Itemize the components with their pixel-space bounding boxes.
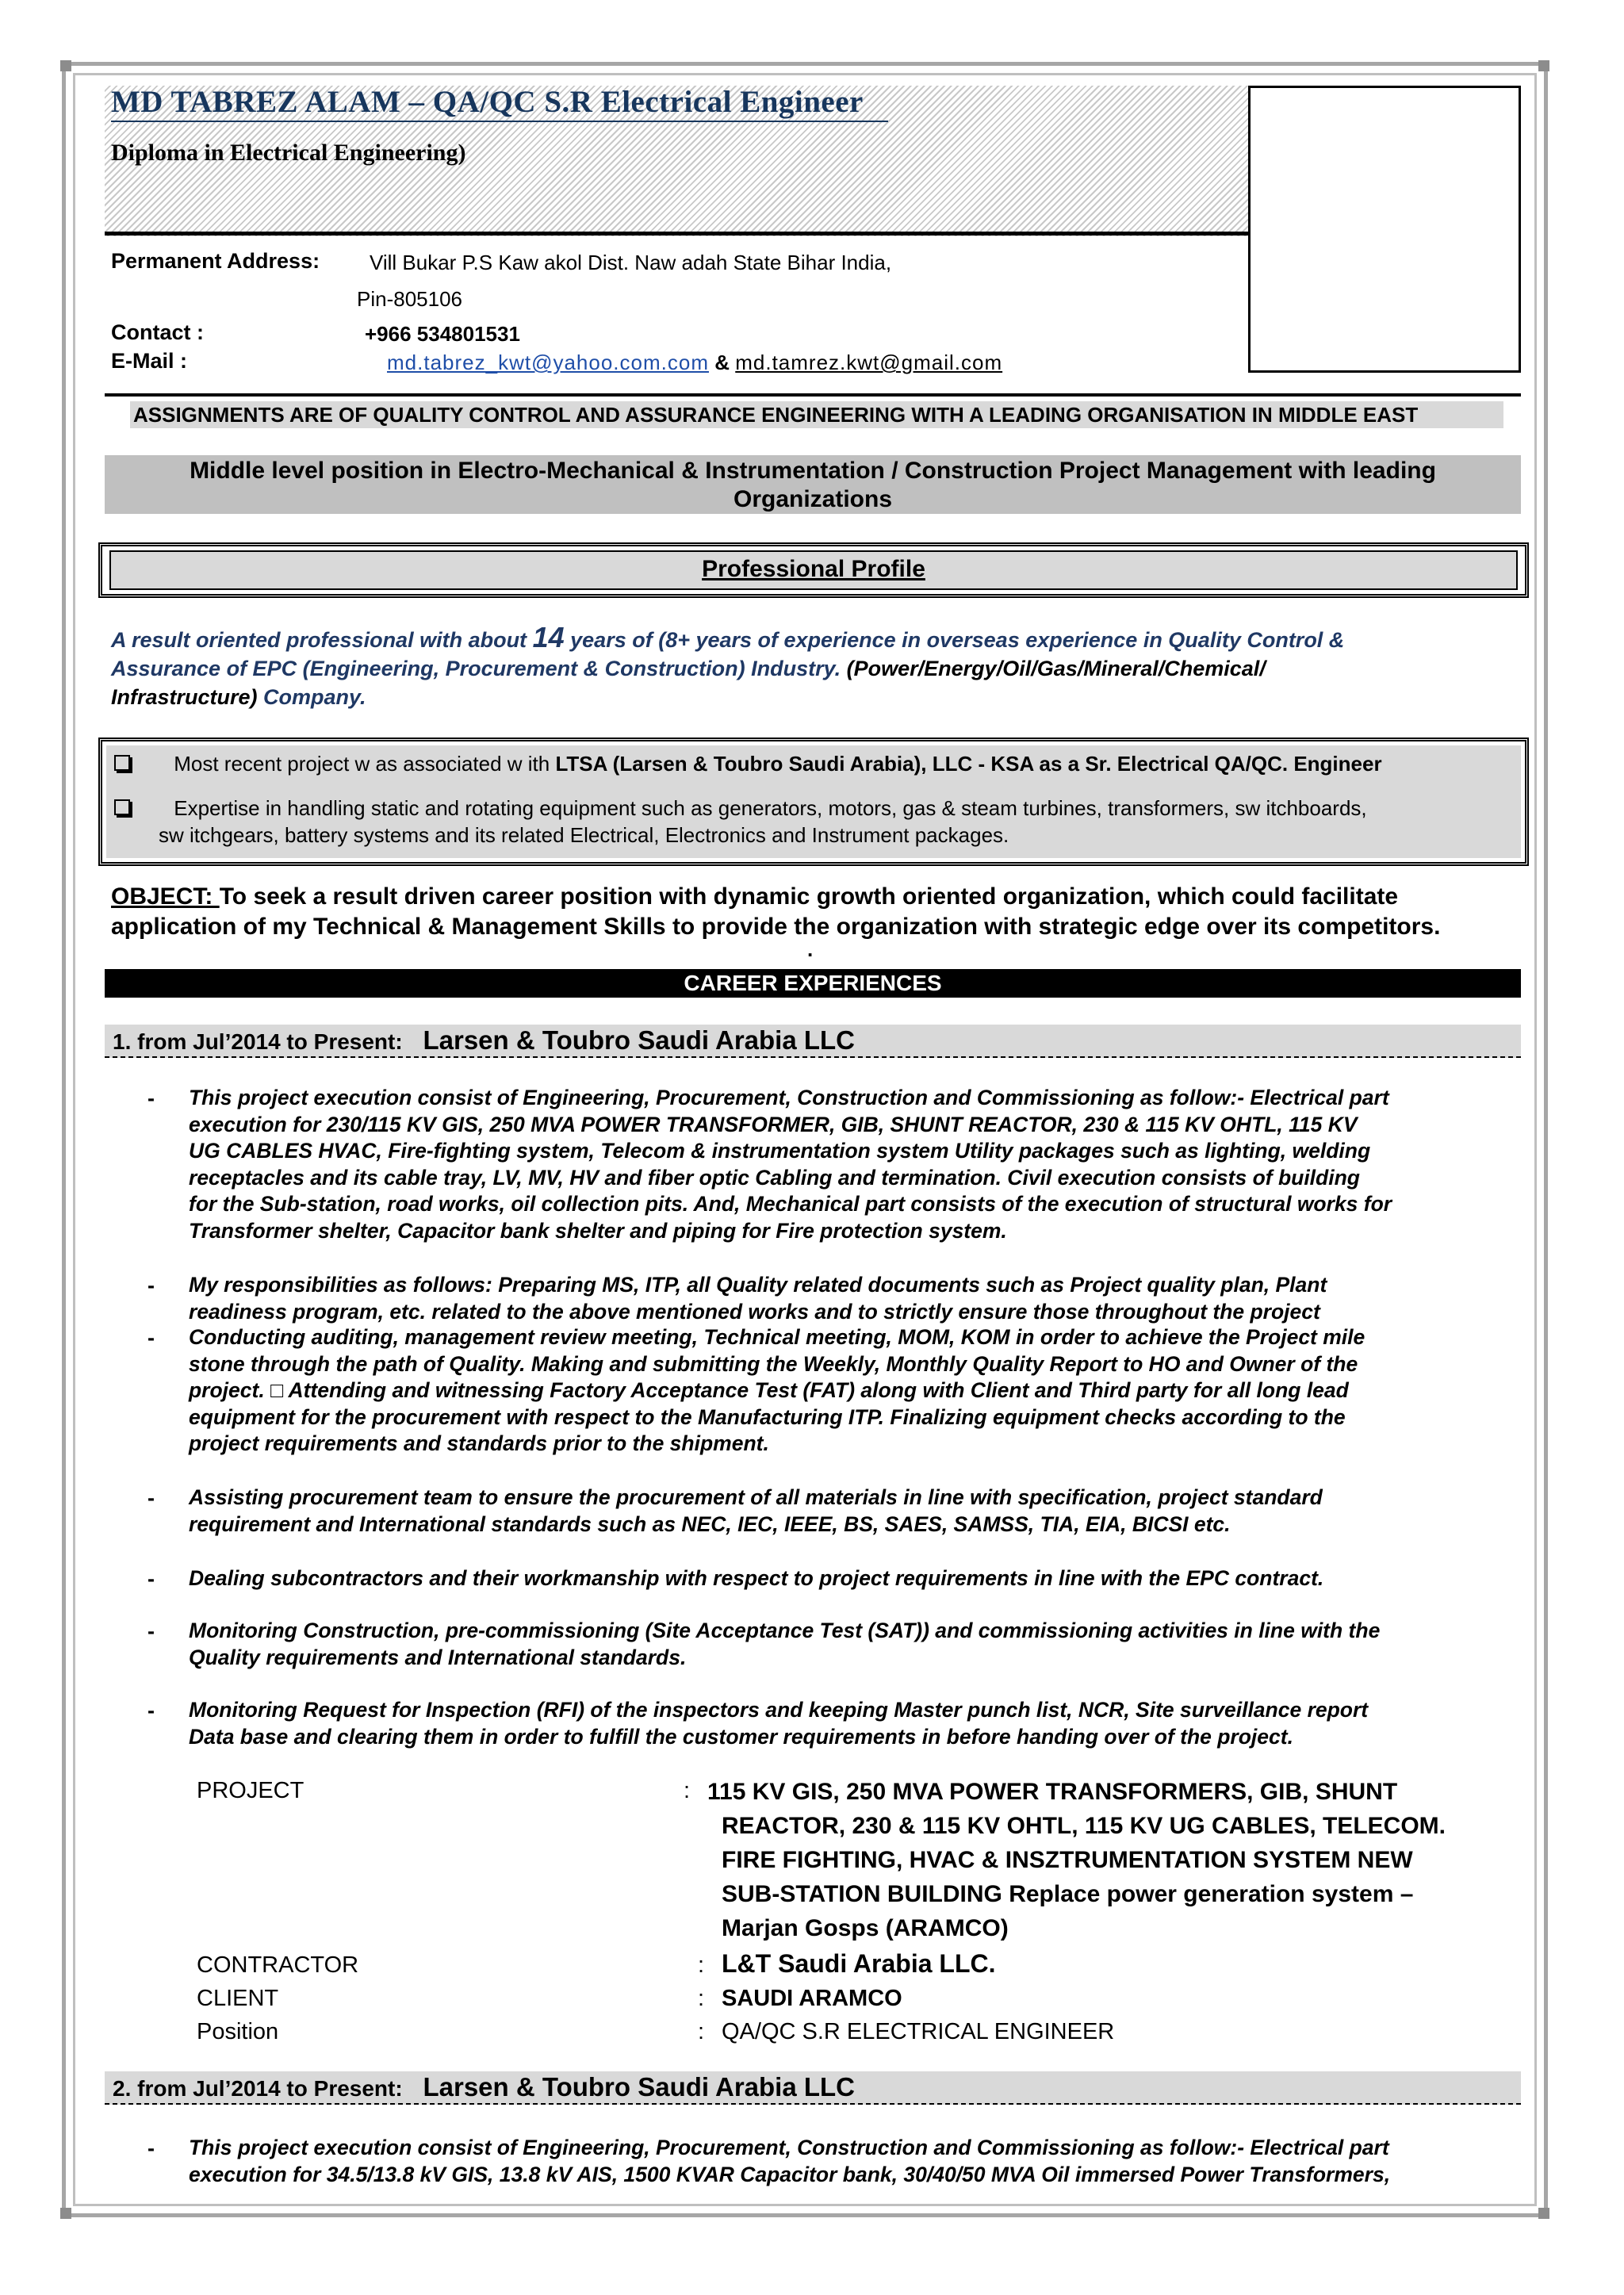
position-colon: : bbox=[698, 2019, 705, 2044]
address-line2: Pin-805106 bbox=[357, 287, 462, 311]
experience-period: 1. from Jul’2014 to Present: bbox=[113, 1029, 403, 1054]
email-link-2[interactable]: md.tamrez.kwt@gmail.com bbox=[735, 351, 1003, 374]
highlight-text: Expertise in handling static and rotating equipment such as generators, motors, gas & steam turbines, transformers, sw itchboards, bbox=[174, 796, 1367, 820]
email-separator: & bbox=[714, 351, 730, 374]
client-colon: : bbox=[698, 1986, 705, 2011]
paragraph-line: Dealing subcontractors and their workmanship with respect to project requirements in line with the EPC contract. bbox=[189, 1566, 1324, 1590]
profile-heading: Professional Profile bbox=[702, 556, 925, 582]
assignments-banner: ASSIGNMENTS ARE OF QUALITY CONTROL AND ASSURANCE ENGINEERING WITH A LEADING ORGANISATION IN MIDDLE EAST bbox=[130, 401, 1503, 428]
objective-label: OBJECT: bbox=[111, 883, 220, 910]
project-value-line: Marjan Gosps (ARAMCO) bbox=[722, 1915, 1009, 1941]
separator-dot: . bbox=[807, 937, 814, 961]
contractor-colon: : bbox=[698, 1952, 705, 1978]
paragraph-line: Assisting procurement team to ensure the procurement of all materials in line with specification, project standard bbox=[189, 1485, 1323, 1509]
paragraph-line: Monitoring Request for Inspection (RFI) of the inspectors and keeping Master punch list, NCR, Site surveillance report bbox=[189, 1698, 1369, 1722]
experience-paragraph bbox=[189, 1485, 1521, 1538]
experience-period: 2. from Jul’2014 to Present: bbox=[113, 2076, 403, 2101]
bullet-dash: - bbox=[147, 1619, 155, 1643]
bullet-dash: - bbox=[147, 1567, 155, 1591]
highlight-item bbox=[114, 750, 1382, 777]
project-colon: : bbox=[684, 1778, 691, 1803]
experience-paragraph bbox=[189, 2135, 1521, 2188]
address-line1: Vill Bukar P.S Kaw akol Dist. Naw adah State Bihar India, bbox=[370, 251, 892, 274]
highlight-item bbox=[114, 795, 1367, 822]
bullet-dash: - bbox=[147, 2136, 155, 2160]
paragraph-line: Quality requirements and International standards. bbox=[189, 1645, 687, 1669]
experience-paragraph bbox=[189, 1697, 1521, 1750]
career-heading: CAREER EXPERIENCES bbox=[105, 969, 1521, 998]
project-value-line: REACTOR, 230 & 115 KV OHTL, 115 KV UG CABLES, TELECOM. bbox=[722, 1813, 1446, 1839]
paragraph-line: Transformer shelter, Capacitor bank shelter and piping for Fire protection system. bbox=[189, 1218, 1007, 1243]
paragraph-line: receptacles and its cable tray, LV, MV, HV and fiber optic Cabling and termination. Civil execution consists of building bbox=[189, 1165, 1360, 1190]
highlight-text: sw itchgears, battery systems and its related Electrical, Electronics and Instrument packages. bbox=[159, 823, 1009, 847]
summary-text: Company. bbox=[263, 685, 366, 709]
project-value-line: 115 KV GIS, 250 MVA POWER TRANSFORMERS, GIB, SHUNT bbox=[707, 1779, 1398, 1805]
resume-title: MD TABREZ ALAM – QA/QC S.R Electrical Engineer bbox=[111, 85, 864, 119]
position-label: Position bbox=[197, 2019, 279, 2044]
corner-ornament bbox=[1538, 60, 1549, 71]
contact-separator bbox=[105, 393, 1521, 397]
experience-paragraph bbox=[189, 1618, 1521, 1671]
paragraph-line: execution for 34.5/13.8 kV GIS, 13.8 kV AIS, 1500 KVAR Capacitor bank, 30/40/50 MVA Oil immersed Power Transformers, bbox=[189, 2162, 1391, 2186]
checkbox-bullet-icon bbox=[114, 799, 130, 815]
email-label: E-Mail : bbox=[111, 349, 188, 373]
phone-number: +966 534801531 bbox=[365, 322, 520, 346]
bullet-dash: - bbox=[147, 1274, 155, 1297]
contact-label: Contact : bbox=[111, 320, 204, 344]
paragraph-line: execution for 230/115 KV GIS, 250 MVA POWER TRANSFORMER, GIB, SHUNT REACTOR, 230 & 115 KV OHTL, 115 KV bbox=[189, 1112, 1358, 1136]
experience-header bbox=[105, 1025, 1521, 1058]
title-underline bbox=[111, 121, 888, 122]
email-link-1[interactable]: md.tabrez_kwt@yahoo.com.com bbox=[387, 351, 709, 374]
paragraph-line: project. □ Attending and witnessing Factory Acceptance Test (FAT) along with Client and Third party for all long lead bbox=[189, 1378, 1349, 1402]
project-label: PROJECT bbox=[197, 1778, 304, 1803]
summary-text: Assurance of EPC (Engineering, Procurement & Construction) Industry. bbox=[111, 657, 841, 680]
experience-paragraph bbox=[189, 1272, 1521, 1325]
objective-text: To seek a result driven career position with dynamic growth oriented organization, which could facilitate bbox=[219, 883, 1399, 910]
paragraph-line: This project execution consist of Engineering, Procurement, Construction and Commissioning as follow:- Electrical part bbox=[189, 1086, 1389, 1109]
corner-ornament bbox=[1538, 2208, 1549, 2219]
objective bbox=[111, 882, 1522, 942]
bullet-dash: - bbox=[147, 1486, 155, 1510]
experience-paragraph bbox=[189, 1085, 1521, 1244]
project-value bbox=[704, 1775, 1521, 1945]
position-line1: Middle level position in Electro-Mechanical & Instrumentation / Construction Project Management with leading bbox=[190, 458, 1436, 484]
paragraph-line: project requirements and standards prior to the shipment. bbox=[189, 1431, 769, 1455]
bullet-dash: - bbox=[147, 1326, 155, 1350]
project-value-line: FIRE FIGHTING, HVAC & INSZTRUMENTATION SYSTEM NEW bbox=[722, 1847, 1413, 1873]
paragraph-line: This project execution consist of Engineering, Procurement, Construction and Commissioning as follow:- Electrical part bbox=[189, 2136, 1389, 2159]
bullet-dash: - bbox=[147, 1086, 155, 1110]
bullet-dash: - bbox=[147, 1699, 155, 1722]
paragraph-line: stone through the path of Quality. Making and submitting the Weekly, Monthly Quality Report to HO and Owner of the bbox=[189, 1351, 1358, 1376]
client-value: SAUDI ARAMCO bbox=[722, 1986, 902, 2011]
paragraph-line: requirement and International standards such as NEC, IEC, IEEE, BS, SAES, SAMSS, TIA, EIA, BICSI etc. bbox=[189, 1511, 1231, 1536]
header-rule bbox=[105, 232, 1250, 236]
paragraph-line: Data base and clearing them in order to fulfill the customer requirements in before handing over of the project. bbox=[189, 1724, 1293, 1749]
address-label: Permanent Address: bbox=[111, 249, 320, 273]
qualification: Diploma in Electrical Engineering) bbox=[111, 140, 466, 166]
paragraph-line: equipment for the procurement with respect to the Manufacturing ITP. Finalizing equipment checks according to the bbox=[189, 1404, 1346, 1429]
photo-placeholder bbox=[1248, 86, 1521, 373]
summary-text: (Power/Energy/Oil/Gas/Mineral/Chemical/ bbox=[846, 657, 1266, 680]
paragraph-line: My responsibilities as follows: Preparing MS, ITP, all Quality related documents such as Project quality plan, Plant bbox=[189, 1273, 1327, 1297]
checkbox-bullet-icon bbox=[114, 755, 130, 771]
highlight-text: Most recent project w as associated w ith bbox=[174, 752, 550, 776]
corner-ornament bbox=[60, 2208, 71, 2219]
experience-paragraph bbox=[189, 1565, 1521, 1592]
contractor-value: L&T Saudi Arabia LLC. bbox=[722, 1949, 996, 1978]
client-label: CLIENT bbox=[197, 1986, 279, 2011]
paragraph-line: readiness program, etc. related to the above mentioned works and to strictly ensure those throughout the project bbox=[189, 1299, 1320, 1324]
position-value: QA/QC S.R ELECTRICAL ENGINEER bbox=[722, 2019, 1115, 2044]
experience-company: Larsen & Toubro Saudi Arabia LLC bbox=[423, 1025, 856, 1055]
profile-summary bbox=[111, 623, 1522, 711]
paragraph-line: Conducting auditing, management review meeting, Technical meeting, MOM, KOM in order to achieve the Project mile bbox=[189, 1325, 1365, 1349]
experience-company: Larsen & Toubro Saudi Arabia LLC bbox=[423, 2072, 856, 2102]
position-banner bbox=[105, 455, 1521, 514]
summary-years: 14 bbox=[532, 621, 565, 653]
summary-text: Infrastructure) bbox=[111, 685, 258, 709]
position-line2: Organizations bbox=[733, 486, 893, 512]
paragraph-line: UG CABLES HVAC, Fire-fighting system, Telecom & instrumentation system Utility packages such as lighting, welding bbox=[189, 1139, 1371, 1163]
contractor-label: CONTRACTOR bbox=[197, 1952, 359, 1978]
summary-text: A result oriented professional with about bbox=[111, 628, 527, 652]
corner-ornament bbox=[60, 60, 71, 71]
project-value-line: SUB-STATION BUILDING Replace power generation system – bbox=[722, 1881, 1414, 1907]
experience-paragraph bbox=[189, 1324, 1521, 1458]
paragraph-line: for the Sub-station, road works, oil collection pits. And, Mechanical part consists of the execution of structural works for bbox=[189, 1192, 1392, 1216]
objective-text: application of my Technical & Management Skills to provide the organization with strategic edge over its competitors. bbox=[111, 914, 1441, 940]
highlight-text-bold: LTSA (Larsen & Toubro Saudi Arabia), LLC - KSA as a Sr. Electrical QA/QC. Engineer bbox=[555, 752, 1382, 776]
summary-text: years of (8+ years of experience in overseas experience in Quality Control & bbox=[570, 628, 1345, 652]
profile-heading-box bbox=[109, 550, 1518, 590]
experience-header bbox=[105, 2071, 1521, 2105]
paragraph-line: Monitoring Construction, pre-commissioning (Site Acceptance Test (SAT)) and commissioning activities in line with the bbox=[189, 1619, 1381, 1642]
